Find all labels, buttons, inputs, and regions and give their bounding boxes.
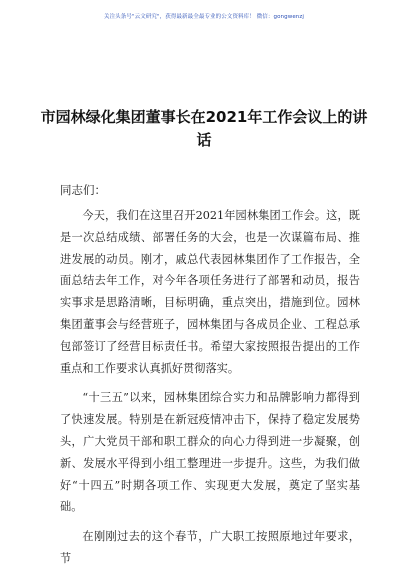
paragraph-3: 在刚刚过去的这个春节，广大职工按照原地过年要求，节 <box>60 530 360 565</box>
document-body <box>60 205 360 578</box>
paragraph-2: “十三五”以来，园林集团综合实力和品牌影响力都得到了快速发展。特别是在新冠疫情冲击下，保持了稳定发展势头，广大党员干部和职工群众的向心力得到进一步凝聚，创新、发展水平得到小组工整理进一步提升。这些，为我们做好“十四五”时期各项工作、实现更大发展，奠定了坚实基础。 <box>60 391 360 514</box>
document-title: 市园林绿化集团董事长在2021年工作会议上的讲话 <box>40 108 368 149</box>
paragraph-1: 今天，我们在这里召开2021年园林集团工作会。这，既是一次总结成绩、部署任务的大会，也是一次谋篇布局、推进发展的动员。刚才，戚总代表园林集团作了工作报告，全面总结去年工作，对今年各项任务进行了部署和动员，报告实事求是思路清晰，目标明确，重点突出，措施到位。园林集团董事会与经营班子，园林集团与各成员企业、工程总承包部签订了经营目标责任书。希望大家按照报告提出的工作重点和工作要求认真抓好贯彻落实。 <box>60 209 360 375</box>
salutation: 同志们： <box>60 183 106 197</box>
header-promo-note: 关注头条号"云文研究"，获得最新最全最专业的公文资料库！ 微信：gongwenzj <box>103 14 305 20</box>
